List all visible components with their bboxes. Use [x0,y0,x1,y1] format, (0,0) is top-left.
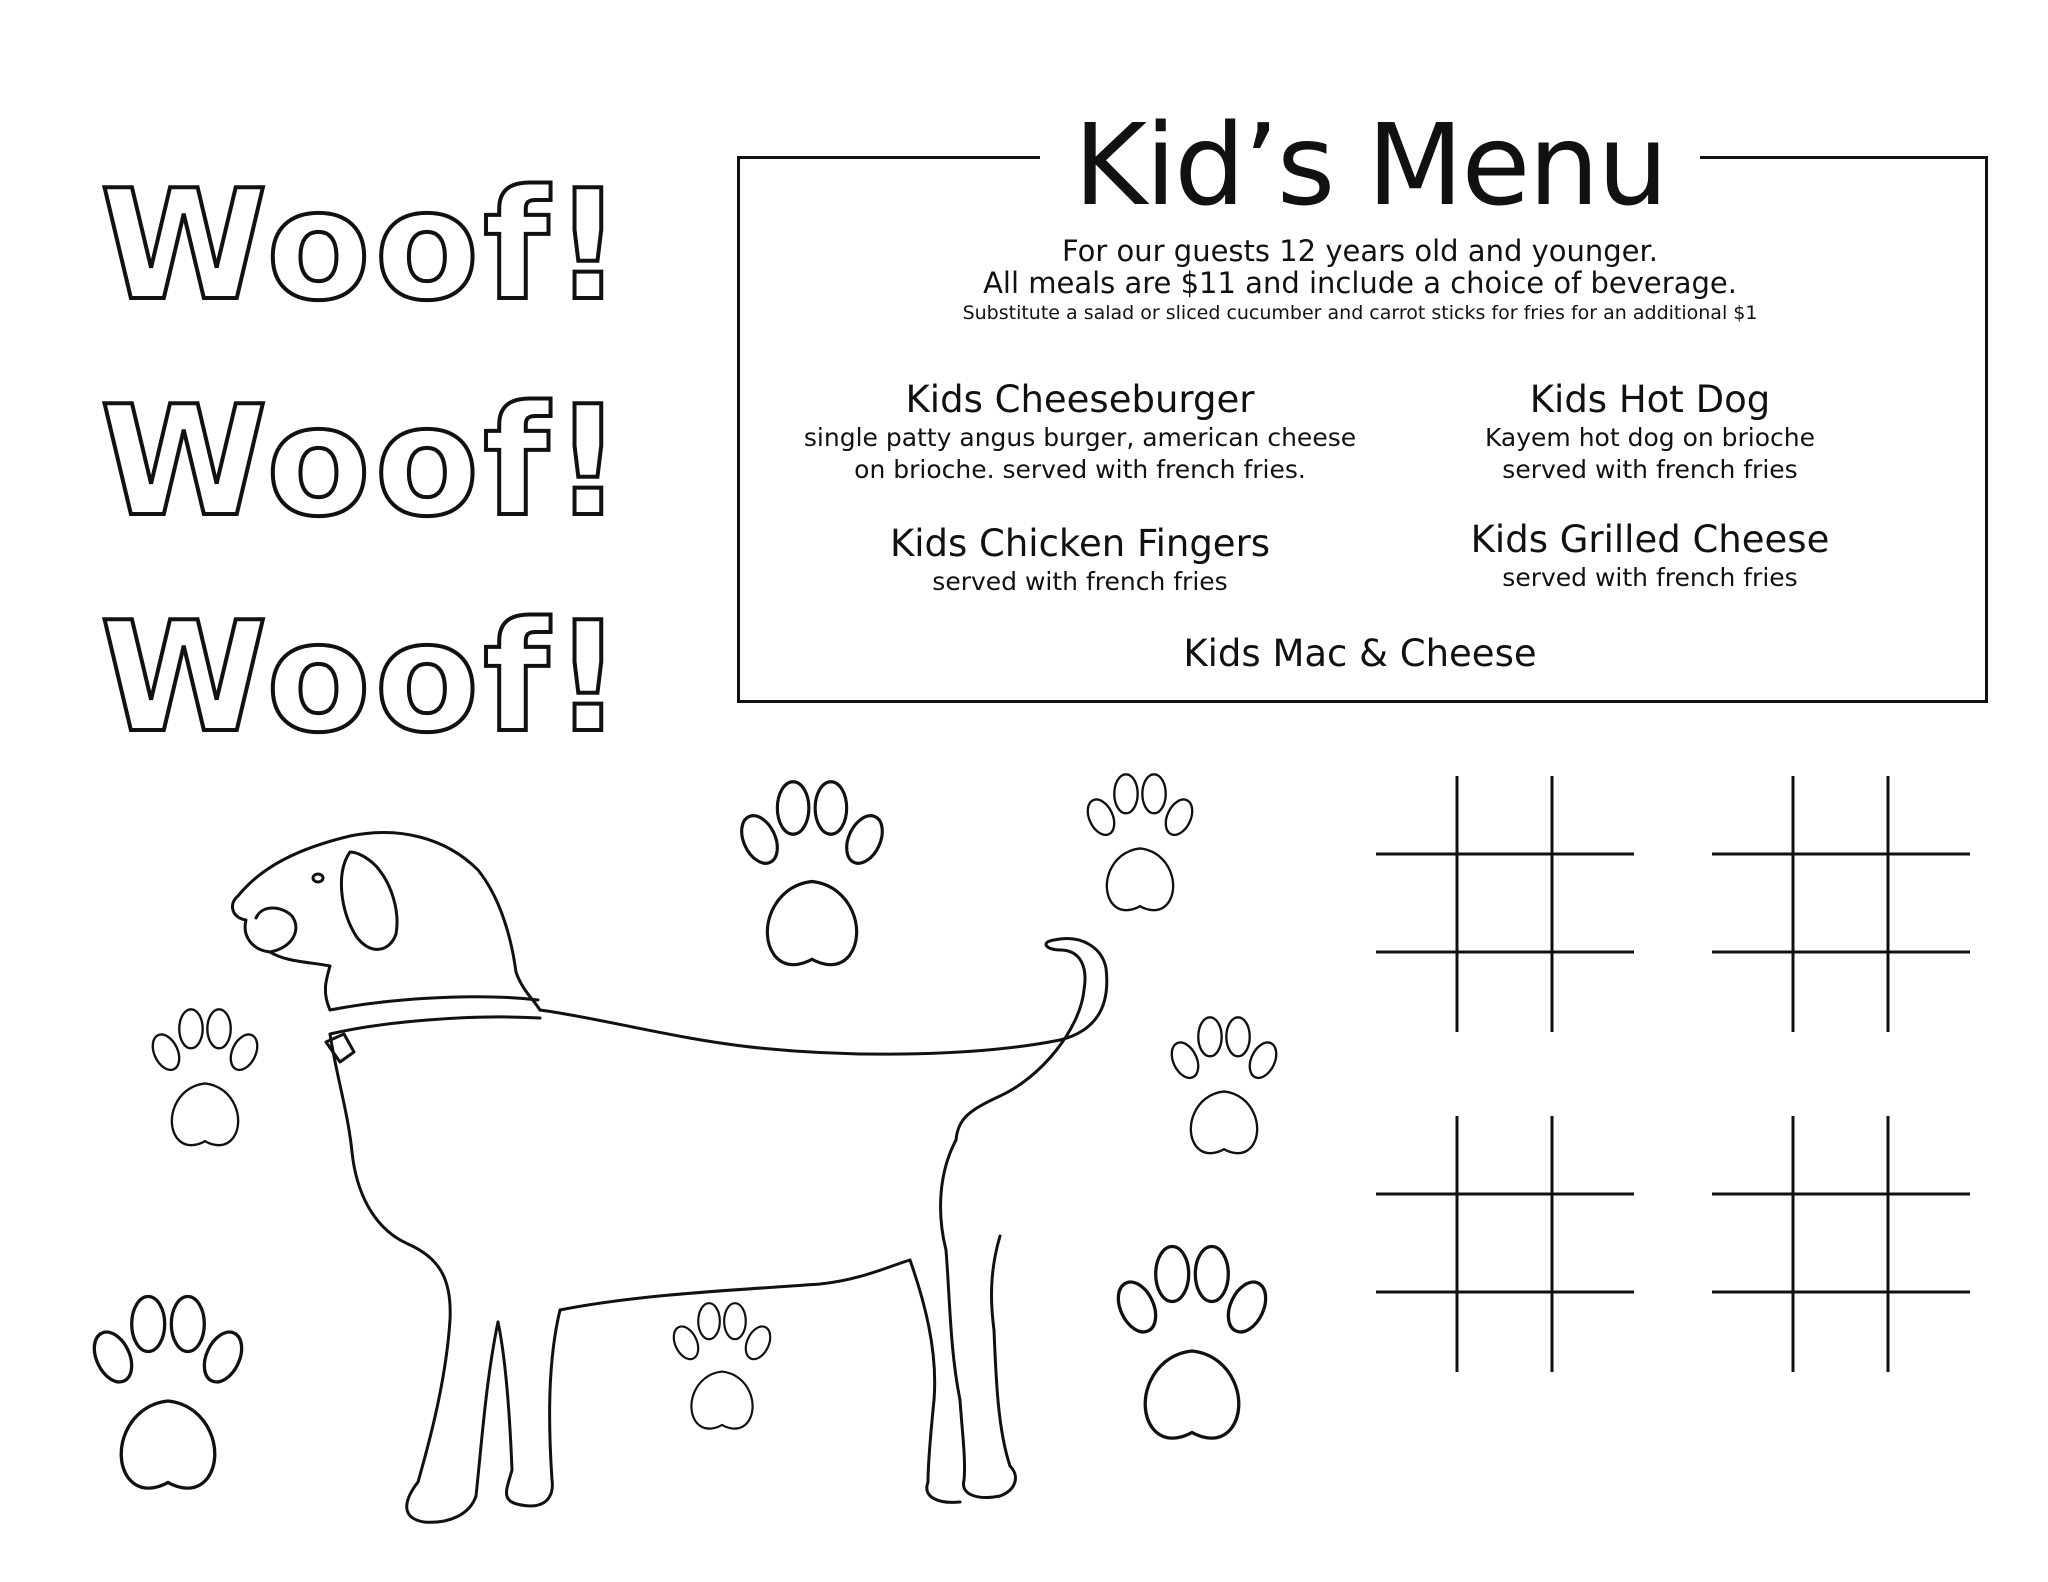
menu-item-description: Kayem hot dog on brioche [1484,423,1816,452]
paw-print-icon [1166,1017,1281,1153]
paw-print-icon [87,1297,249,1489]
menu-item-description: served with french fries [1502,563,1798,592]
menu-item-description: served with french fries [932,567,1228,596]
paw-print-icon [147,1009,262,1145]
paw-print-icon [1111,1247,1273,1439]
menu-item-description: single patty angus burger, american cheese [803,423,1357,452]
menu-intro-substitute: Substitute a salad or sliced cucumber and carrot sticks for fries for an additional $1 [962,302,1758,324]
menu-intro-age: For our guests 12 years old and younger. [1062,234,1658,268]
dog-drawing [232,833,1106,1523]
menu-item-name: Kids Mac & Cheese [1183,632,1537,675]
menu-item-name: Kids Hot Dog [1529,378,1771,421]
menu-item-description: on brioche. served with french fries. [854,455,1306,484]
menu-item-description: served with french fries [1502,455,1798,484]
paw-print-icon [735,782,890,965]
paw-print-icon [1082,774,1197,910]
menu-item-name: Kids Chicken Fingers [889,522,1271,565]
menu-item-name: Kids Cheeseburger [905,378,1255,421]
menu-item-name: Kids Grilled Cheese [1470,518,1830,561]
svg-text:Woof!: Woof! [100,376,627,536]
svg-text:Woof!: Woof! [100,160,627,320]
svg-text:Woof!: Woof! [100,592,627,752]
paw-print-icon [669,1303,775,1428]
menu-title: Kid’s Menu [1040,96,1700,236]
menu-intro-price: All meals are $11 and include a choice of beverage. [983,266,1737,300]
